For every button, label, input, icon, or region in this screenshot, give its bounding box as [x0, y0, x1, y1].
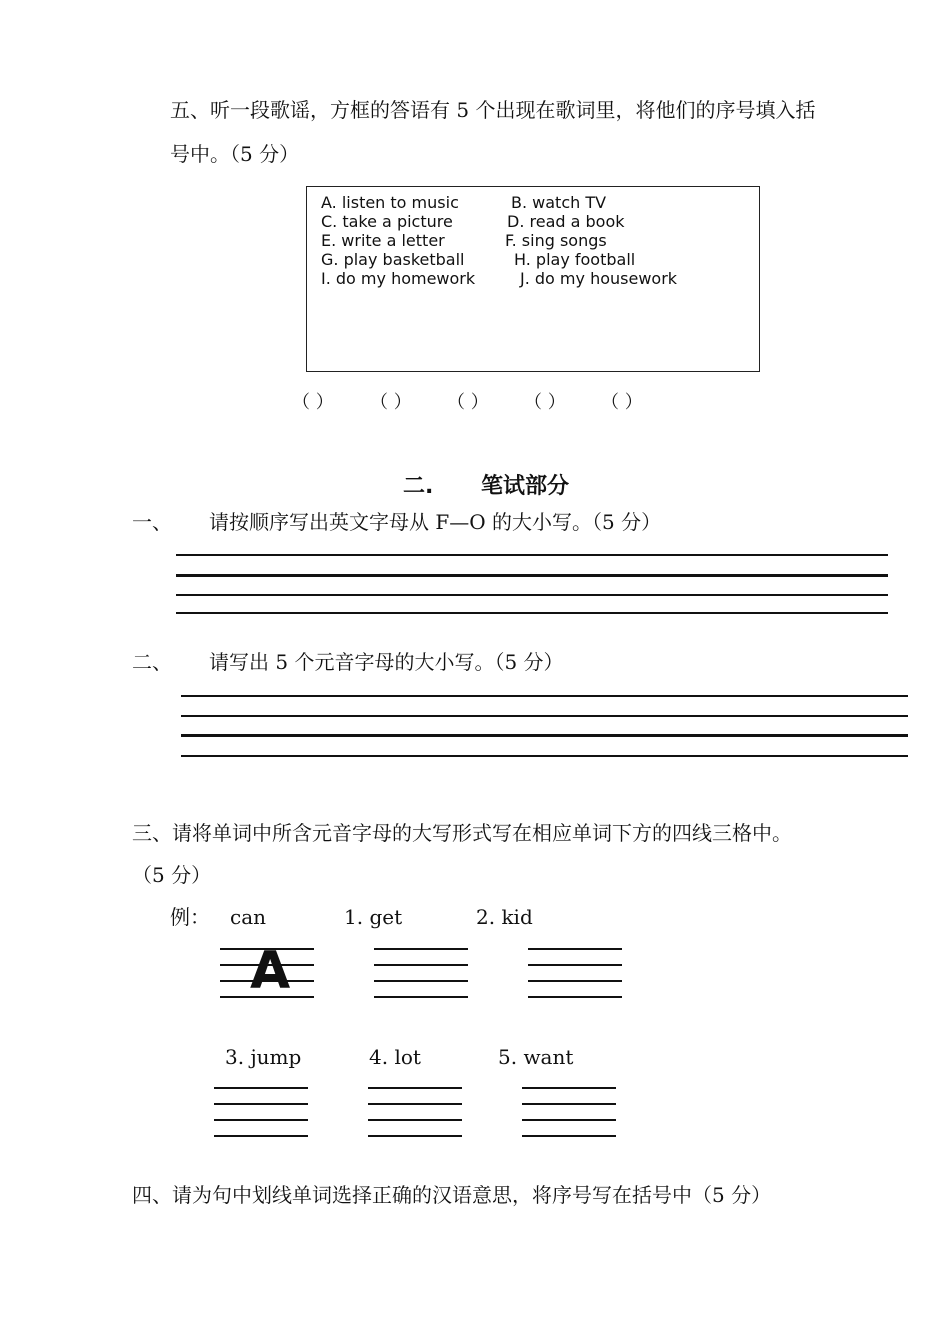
answer-blank-4: （ ） — [524, 392, 566, 413]
answer-blank-5: （ ） — [601, 392, 643, 413]
option-b: B. watch TV — [511, 193, 607, 212]
q2-writing-line-1 — [181, 695, 908, 697]
option-g: G. play basketball — [321, 250, 465, 269]
q2-writing-line-3 — [181, 734, 908, 737]
answer-blank-3: （ ） — [447, 392, 489, 413]
option-e: E. write a letter — [321, 231, 445, 250]
q1-writing-line-2 — [176, 574, 888, 577]
word-get: 1. get — [344, 905, 403, 929]
q1-writing-line-1 — [176, 554, 888, 556]
option-d: D. read a book — [507, 212, 625, 231]
q2-text: 请写出 5 个元音字母的大小写。（5 分） — [209, 650, 564, 674]
word-kid: 2. kid — [476, 905, 533, 929]
q5-line1: 五、听一段歌谣，方框的答语有 5 个出现在歌词里，将他们的序号填入括 — [170, 98, 816, 122]
word-jump: 3. jump — [225, 1045, 302, 1069]
option-i: I. do my homework — [321, 269, 476, 288]
four-line-grid-jump — [214, 1087, 308, 1137]
answer-blank-2: （ ） — [370, 392, 412, 413]
section-title: 笔试部分 — [481, 474, 570, 499]
option-f: F. sing songs — [505, 231, 607, 250]
q3-line2: （5 分） — [132, 863, 212, 887]
q5-line2: 号中。（5 分） — [170, 142, 300, 166]
word-want: 5. want — [498, 1045, 574, 1069]
four-line-grid-lot — [368, 1087, 462, 1137]
section-number: 二. — [403, 474, 434, 499]
option-a: A. listen to music — [321, 193, 459, 212]
example-word: can — [230, 905, 267, 929]
example-four-line-grid — [220, 941, 314, 1001]
four-line-grid-want — [522, 1087, 616, 1137]
options-box — [306, 186, 760, 372]
q1-number: 一、 — [132, 510, 172, 534]
q2-writing-line-2 — [181, 715, 908, 717]
example-label: 例： — [170, 905, 210, 929]
option-c: C. take a picture — [321, 212, 453, 231]
q2-writing-line-4 — [181, 755, 908, 757]
example-answer-letter: A — [250, 941, 291, 1001]
word-lot: 4. lot — [369, 1045, 421, 1069]
q1-writing-line-4 — [176, 612, 888, 614]
q4-text: 四、请为句中划线单词选择正确的汉语意思，将序号写在括号中（5 分） — [132, 1183, 772, 1207]
option-j: J. do my housework — [520, 269, 678, 288]
q3-line1: 三、请将单词中所含元音字母的大写形式写在相应单词下方的四线三格中。 — [132, 821, 792, 845]
q1-text: 请按顺序写出英文字母从 F—O 的大小写。（5 分） — [209, 510, 662, 534]
option-h: H. play football — [514, 250, 636, 269]
q2-number: 二、 — [132, 650, 172, 674]
four-line-grid-get — [374, 948, 468, 998]
answer-blank-1: （ ） — [292, 392, 334, 413]
q1-writing-line-3 — [176, 594, 888, 596]
four-line-grid-kid — [528, 948, 622, 998]
